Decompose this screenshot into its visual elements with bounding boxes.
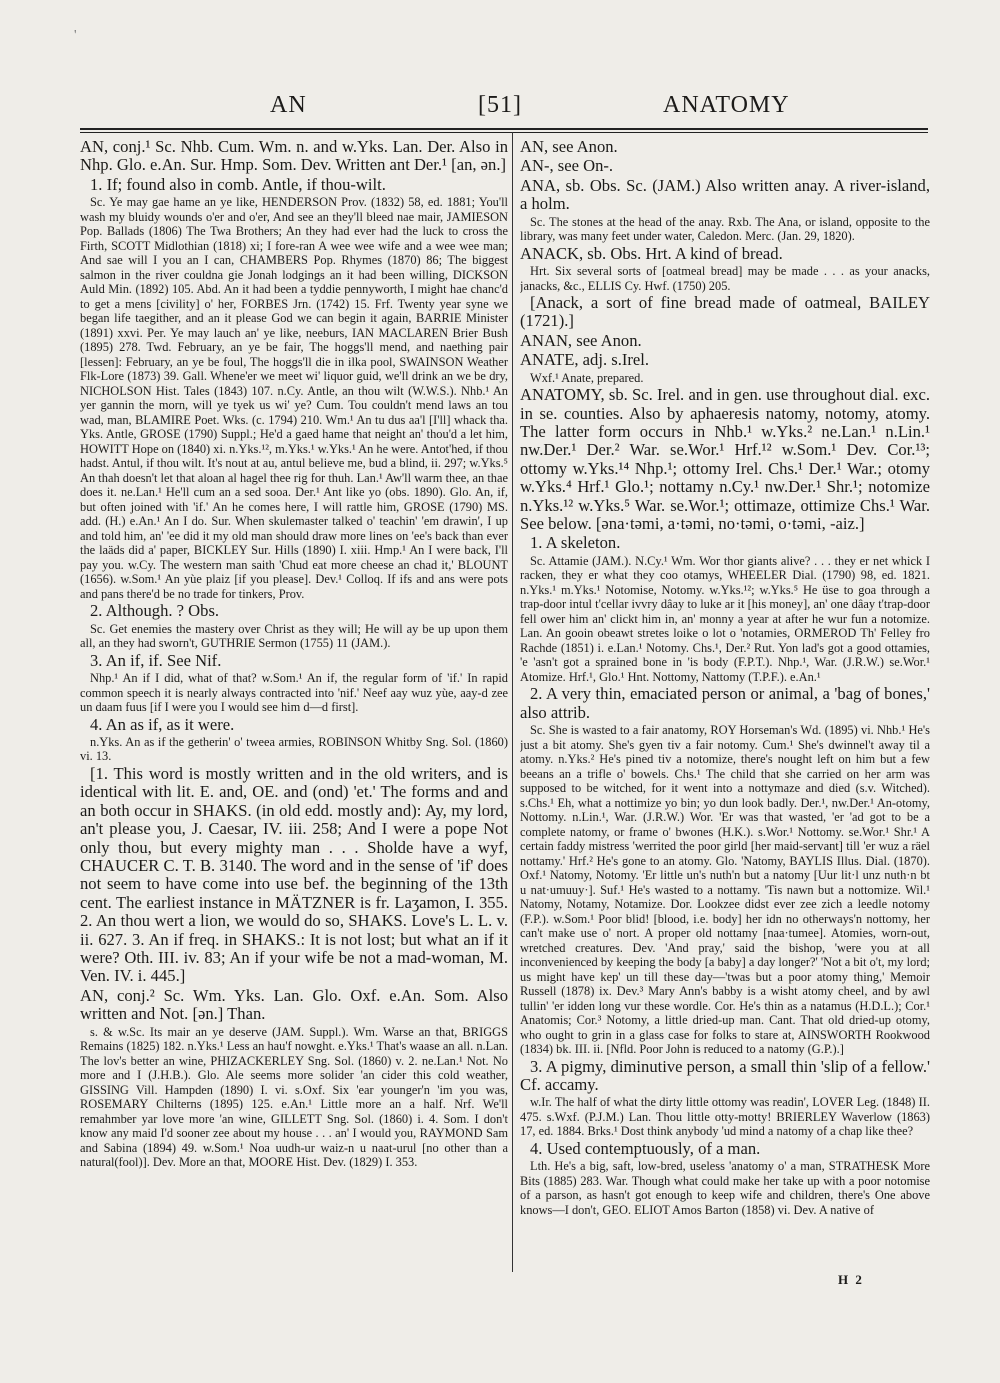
sense-2-although: 2. Although. ? Obs.	[90, 601, 220, 621]
entry-anate-citations: Wxf.¹ Anate, prepared.	[530, 370, 644, 385]
entry-anack-headword: ANACK, sb. Obs. Hrt. A kind of bread.	[520, 243, 783, 263]
column-divider	[512, 132, 513, 1272]
anatomy-sense-1-citations: Sc. Attamie (JAM.). N.Cy.¹ Wm. Wor thor giants alive? . . . they er net whick I racken, they er what they coo otamys, WHEELER Dial. (1790) 98, ed. 1821. n.Yks.¹ m.Yks.¹ Notomise, Notomy. w.Yks.¹²; w.Yks.⁵ He üse to goa through a trap-door intul t'cellar ivvry dâay to luke ar it [his money], an' one dâay t'trap-door fell ower him an' clickt him in, an' monny a year at after he wur fun a notomize. Lan. An gooin obeawt stretes loike o lot o 'notamies, ORMEROD Th' Felley fro Rachde (1851) i. e.Lan.¹ Notomy. Chs.¹, Der.² Rut. Yon lad's got a good ottamies, 'e 'asn't got a sprained bone in 'is body (F.P.T.). Nhp.¹, War. (J.R.W.) se.Wor.¹ Atomize. Hrf.¹, Glo.¹ Hnt. Nottomy, Nattomy (T.P.F.). e.An.¹	[520, 553, 930, 684]
etymology-note: [1. This word is mostly written and in the old writers, and is identical with lit. E. and, OE. and (ond) 'et.' The forms and and an both occur in SHAKS. (in old edd. mostly and): Ay, my lord, an't please you, J. Caesar, IV. iii. 258; And I were a pope Not only thou, but every mighty man . . . Sholde have a wyf, CHAUCER C. T. B. 3140. The word and in the sense of 'if' does not seem to have come into use bef. the beginning of the 13th cent. The earliest instance in MÄTZNER is fr. Laʒamon, I. 355. 2. An thou wert a lion, we would do so, SHAKS. Love's L. L. v. ii. 627. 3. An if freq. in SHAKS.: It is not lost; but what an if it were? Oth. III. iv. 83; An if your wife be not a mad-woman, M. Ven. IV. i. 445.]	[80, 763, 508, 986]
entry-ana-citations: Sc. The stones at the head of the anay. Rxb. The Ana, or island, opposite to the library, was many feet under water, Caledon. Merc. (Jan. 29, 1820).	[520, 214, 930, 244]
entry-ana-headword: ANA, sb. Obs. Sc. (JAM.) Also written anay. A river-island, a holm.	[520, 175, 930, 214]
left-column	[80, 138, 508, 1276]
entry-an-conj-1-headword: AN, conj.¹ Sc. Nhb. Cum. Wm. n. and w.Yks. Lan. Der. Also in Nhp. Glo. e.An. Sur. Hmp. Som. Dev. Written ant Der.¹ [an, ən.]	[80, 138, 508, 175]
entry-anack-citations: Hrt. Six several sorts of [oatmeal bread] may be made . . . as your anacks, janacks, &c., ELLIS Cy. Hwf. (1750) 205.	[520, 264, 930, 293]
page-number: [51]	[478, 92, 522, 118]
sense-4-citations: n.Yks. An as if the getherin' o' tweea armies, ROBINSON Whitby Sng. Sol. (1860) vi. 13.	[80, 734, 508, 764]
entry-an-conj-2-headword: AN, conj.² Sc. Wm. Yks. Lan. Glo. Oxf. e.An. Som. Also written and Not. [ən.] Than.	[80, 985, 508, 1024]
header-rule-thin	[80, 132, 928, 133]
entry-an-conj-2-citations: s. & w.Sc. Its mair an ye deserve (JAM. Suppl.). Wm. Warse an that, BRIGGS Remains (1825) 182. n.Yks.¹ Less an hau'f nowght. e.Yks.¹ That's waase an all. n.Lan. The lov's better an wine, PHIZACKERLEY Sng. Sol. (1860) v. 2. ne.Lan.¹ Not. No more and I (J.H.B.). Glo. Ale seems more solider 'an cider this cold weather, GISSING Vill. Hampden (1890) I. vi. s.Oxf. Six 'ear younger'n 'im you was, ROSEMARY Chilterns (1895) 125. e.An.¹ Little more an a half. Nrf. We'll remahmber yar love more 'an wine, GILLETT Sng. Sol. (1860) i. 4. Som. I don't know any maid I'd sooner zee about my house . . . an' I would you, RAYMOND Sam and Sabina (1894) 49. w.Som.¹ Noa uudh-ur waiz-n u naat-urul [no other than a natural(fool)]. Dev. More an that, MOORE Hist. Dev. (1829) I. 353.	[80, 1024, 508, 1170]
signature-mark: H 2	[838, 1272, 864, 1287]
anatomy-sense-4: 4. Used contemptuously, of a man.	[530, 1138, 761, 1158]
header-right-word: ANATOMY	[663, 92, 790, 118]
entry-anan: ANAN, see Anon.	[520, 330, 642, 350]
anatomy-sense-2-citations: Sc. She is wasted to a fair anatomy, ROY Horseman's Wd. (1895) vi. Nhb.¹ He's just a bit atomy. She's gyen tiv a fair notomy. Cum.¹ She's dwinnel't away til a atomy. n.Yks.² He's pined tiv a notomize, there's nought left on him but a few beeans an a trifle o' bowels. Chs.¹ The child that she carried on her arm was supposed to be witched, for it went into a nottymaze and died (s.v. Witched). s.Chs.¹ Eh, what a nottimize yo bin; yo dun look badly. Der.¹, nw.Der.¹ An-otomy, Nottomy. n.Lin.¹, War. (J.R.W.) Wor. 'Er was that wasted, 'er 'ad got to be a complete natomy, or frame o' bwones (H.K.). s.Wor.¹ Nottomy. se.Wor.¹ Shr.¹ A certain faddy mistress 'werrited the poor girld [her maid-servant] till 'er wuz a räel nottamy.' Hrf.² He's gone to an atomy. Glo. 'Natomy, BAYLIS Illus. Dial. (1870). Oxf.¹ Natomy, Notomy. 'Er little un's nuth'n but a natomy [Uur lit·l unz nuth·n bt u nat·umuuy·]. Suf.¹ He's wasted to a nottamy. 'Tis nawn but a nottomize. Wil.¹ Natomy, Notamy, Notamize. Dor. Lookzee didst ever zee zich a leedle notomy (F.P.). w.Som.¹ Poor blid! [blood, i.e. body] her idn no otherways'n nottomy, her can't make use o' nort. A proper old nottamy [naa·tumee]. Atomies, worn-out, wretched creatures. Dev. 'And pray,' said the bishop, 'were you at all inconvenienced by keeping the body [a baby] a day longer?' 'Not a bit o't, my lord; us might have kep' un till these day—'twas but a poor atomy thing,' Memoir Russell (1878) ix. Dev.³ Mary Ann's babby is a wisht atomy cheel, and by awl tullin' 'er idden long vur these wordle. Cor. He's thin as a natamus (H.D.L.); Cor.¹ Anatomis; Cor.³ Notomy, a little dried-up man. Cant. That old dried-up otomy, who ought to grin in a glass case for folks to stare at, AINSWORTH Rookwood (1834) bk. III. ii. [Nfld. Poor John is reduced to a natomy (G.P.).]	[520, 723, 930, 1057]
entry-an-see-anon: AN, see Anon.	[520, 138, 618, 156]
right-column	[520, 138, 930, 1276]
anatomy-sense-4-citations: Lth. He's a big, saft, low-bred, useless 'anatomy o' a man, STRATHESK More Bits (1885) 283. War. Though what could make her take up with a poor notomise of a parson, as hasn't got enough to keep wife and children, there's One above knows—I don't, GEO. ELIOT Amos Barton (1858) vi. Dev. A native of	[520, 1159, 930, 1217]
entry-anatomy-headword: ANATOMY, sb. Sc. Irel. and in gen. use throughout dial. exc. in se. counties. Also by aphaeresis natomy, notomy, atomy. The latter form occurs in Nhb.¹ w.Yks.² ne.Lan.¹ n.Lin.¹ nw.Der.¹ Der.² War. se.Wor.¹ Hrf.¹² w.Som.¹ Dev. Cor.¹³; ottomy w.Yks.¹⁴ Nhp.¹; ottomy Irel. Chs.¹ Der.¹ War.; otomy w.Yks.⁴ Hrf.¹ Glo.¹; nottamy n.Cy.¹ nw.Der.¹ Shr.¹; notomize n.Yks.¹² w.Yks.⁵ War. se.Wor.¹; ottimaze, ottimize Chs.¹ War. See below. [əna·təmi, a·təmi, no·təmi, o·təmi, -aiz.]	[520, 385, 930, 533]
sense-1-if: 1. If; found also in comb. Antle, if thou-wilt.	[90, 174, 386, 194]
anatomy-sense-1: 1. A skeleton.	[530, 533, 621, 553]
header-rule	[80, 128, 928, 130]
sense-2-citations: Sc. Get enemies the mastery over Christ as they will; He will ay be up upon them all, an they had sworn't, GUTHRIE Sermon (1755) 11 (JAM.).	[80, 621, 508, 651]
sense-1-citations: Sc. Ye may gae hame an ye like, HENDERSON Prov. (1832) 58, ed. 1881; You'll wash my bluidy wounds o'er and o'er, And see an they'll bleed nae mair, JAMIESON Pop. Ballads (1806) The Twa Brothers; An they had ever had the luck to cross the Firth, SCOTT Midlothian (1818) xi; I fore-ran A wee wee wife and a wee wee man; And sae will I you an I can, CHAMBERS Pop. Rhymes (1870) 86; The biggest salmon in the river couldna gie Jonah lodgings an it had been willing, DICKSON Auld Min. (1892) 105. Abd. An it had been a tyddie pennyworth, I might hae chanc'd to get a mens [civility] o' her, FORBES Jrn. (1742) 15. Frf. Twenty year syne we began life taegither, and an it please God we can begin it again, BARRIE Minister (1891) xxvi. Per. Ye may lauch an' ye like, neeburs, IAN MACLAREN Brier Bush (1895) 278. Twd. February, an ye be fair, The hoggs'll mend, and naething pair [lessen]: February, an ye be foul, The hoggs'll die in ilka pool, SWAINSON Weather Flk-Lore (1873) 39. Gall. Whene'er we meet wi' liquor guid, we'll drink an we be dry, NICHOLSON Hist. Tales (1843) 107. n.Cy. Antle, an thou wilt (W.W.S.). Nhb.¹ An yer gannin the morn, will ye tyek us wi' ye? Cum. Tou couldn't mend laws an tou wad, man, BLAMIRE Poet. Wks. (c. 1794) 210. Wm.¹ An tu dus aa'l [I'll] whack tha. Yks. Antle, GROSE (1790) Suppl.; He'd a gaed hame that neight an' thou'd a let him, HOWITT Hope on (1840) xi. n.Yks.¹², m.Yks.¹ w.Yks.¹ An he were. Antot'hed, if thou hadst. Antul, if thou wilt. It's nout at au, antul believe me, bud a blind, ii. 297; w.Yks.⁵ An thah doesn't let that aloan al hagel thee rig for thuh. Lan.¹ Aw'll warm thee, an thae does it. ne.Lan.¹ He'll cum an a sed sooa. Der.¹ Ant like yo (obs. 1890). Glo. An, if, but often joined with 'if.' An he comes here, I will rattle him, GROSE (1790) MS. add. (H.) e.An.¹ An I do. Sur. When skulemaster talked o' teachin' 'em drawin', I up and told him, an' 'ee did it my old man should draw more lines on 'ee's back than ever the laäds did a' paper, BICKLEY Sur. Hills (1890) I. xiii. Hmp.¹ An I were back, I'll pay you. w.Cy. The western man saith 'Chud eat more cheese an chad it,' BLOUNT (1656). w.Som.¹ An yùe plaiz [if you please]. Dev.¹ Colloq. If ifs and ans were pots and pans there'd be no trade for tinkers, Prov.	[80, 195, 508, 601]
anatomy-sense-3: 3. A pigmy, diminutive person, a small thin 'slip of a fellow.' Cf. accamy.	[520, 1056, 930, 1095]
entry-an-prefix: AN-, see On-.	[520, 156, 614, 176]
entry-anack-etymology: [Anack, a sort of fine bread made of oatmeal, BAILEY (1721).]	[520, 293, 930, 331]
sense-4-an-as-if: 4. An as if, as it were.	[90, 714, 235, 734]
anatomy-sense-2: 2. A very thin, emaciated person or animal, a 'bag of bones,' also attrib.	[520, 684, 930, 722]
margin-mark: '	[74, 28, 77, 43]
header-left-word: AN	[270, 92, 307, 118]
sense-3-citations: Nhp.¹ An if I did, what of that? w.Som.¹ An if, the regular form of 'if.' In rapid common speech it is nearly always contracted into 'nif.' Neef aay wuz yùe, aay-d zee un daam fuus [if I were you I would see him d—d first].	[80, 671, 508, 715]
anatomy-sense-3-citations: w.Ir. The half of what the dirty little ottomy was readin', LOVER Leg. (1848) II. 475. s.Wxf. (P.J.M.) Lan. Thou little otty-motty! BRIERLEY Waverlow (1863) 17, ed. 1884. Brks.¹ Dost think anybody 'ud mind a natomy of a chap like thee?	[520, 1095, 930, 1139]
sense-3-an-if: 3. An if, if. See Nif.	[90, 650, 222, 670]
entry-anate-headword: ANATE, adj. s.Irel.	[520, 350, 650, 370]
